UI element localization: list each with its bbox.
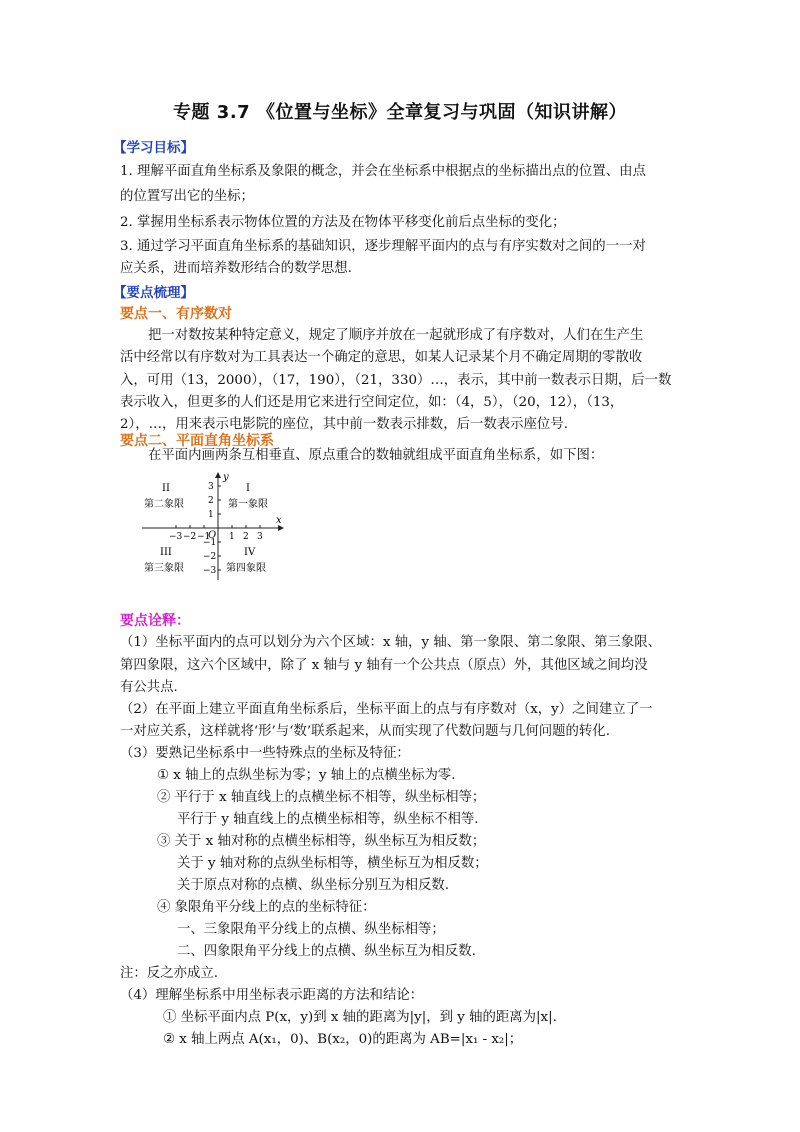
quadrant-1-roman: I bbox=[246, 483, 250, 494]
notes-heading: 要点诠释： bbox=[120, 613, 190, 629]
y-tick-label: 1 bbox=[208, 510, 214, 520]
x-tick-label: −2 bbox=[183, 532, 197, 542]
point1-line: 活中经常以有序数对为工具表达一个确定的意思，如某人记录某个月不确定周期的零散收 bbox=[120, 350, 643, 365]
point1-heading: 要点一、有序数对 bbox=[120, 306, 232, 322]
note-line: ④ 象限角平分线上的点的坐标特征： bbox=[157, 900, 376, 915]
origin-label: O bbox=[208, 530, 217, 541]
quadrant-3-roman: III bbox=[160, 547, 172, 558]
note-line: 注：反之亦成立. bbox=[120, 966, 218, 981]
note-line: 平行于 y 轴直线上的点横坐标相等，纵坐标不相等. bbox=[177, 812, 479, 827]
y-tick-label: 3 bbox=[208, 482, 214, 492]
note-line: 关于原点对称的点横、纵坐标分别互为相反数. bbox=[177, 878, 450, 893]
goal-line: 2. 掌握用坐标系表示物体位置的方法及在物体平移变化前后点坐标的变化； bbox=[120, 215, 566, 230]
goal-line: 的位置写出它的坐标； bbox=[120, 189, 254, 204]
note-line: 第四象限，这六个区域中，除了 x 轴与 y 轴有一个公共点（原点）外，其他区域之间均没 bbox=[120, 658, 648, 673]
y-tick-label: 2 bbox=[208, 496, 214, 506]
goal-line: 1. 理解平面直角坐标系及象限的概念，并会在坐标系中根据点的坐标描出点的位置、由点 bbox=[120, 164, 646, 179]
note-line: 关于 y 轴对称的点纵坐标相等，横坐标互为相反数； bbox=[177, 856, 488, 871]
y-tick-label: −1 bbox=[203, 538, 217, 548]
quadrant-2-label: 第二象限 bbox=[144, 499, 184, 510]
x-tick-label: 3 bbox=[257, 532, 263, 542]
note-line: 一对应关系，这样就将‘形’与‘数’联系起来，从而实现了代数问题与几何问题的转化. bbox=[120, 724, 610, 739]
quadrant-4-label: 第四象限 bbox=[226, 563, 266, 574]
y-axis-arrow bbox=[215, 472, 221, 478]
point1-line: 入，可用（13，2000），（17，190），（21，330）…，表示，其中前一数表示日期，后一数 bbox=[120, 373, 672, 388]
quadrant-1-label: 第一象限 bbox=[228, 499, 268, 510]
point2-heading: 要点二、平面直角坐标系 bbox=[120, 433, 274, 449]
goal-line: 3. 通过学习平面直角坐标系的基础知识，逐步理解平面内的点与有序实数对之间的一一对 bbox=[120, 239, 646, 254]
x-tick-label: 2 bbox=[243, 532, 249, 542]
x-axis-label: x bbox=[276, 515, 282, 526]
note-line: 一、三象限角平分线上的点横、纵坐标相等； bbox=[177, 922, 445, 937]
x-tick-label: 1 bbox=[229, 532, 235, 542]
note-line: （1）坐标平面内的点可以划分为六个区域：x 轴，y 轴、第一象限、第二象限、第三象限、 bbox=[120, 635, 661, 650]
page-title: 专题 3.7 《位置与坐标》全章复习与巩固（知识讲解） bbox=[173, 102, 627, 123]
point1-line: 把一对数按某种特定意义，规定了顺序并放在一起就形成了有序数对，人们在生产生 bbox=[148, 328, 644, 343]
coordinate-system-diagram bbox=[138, 470, 286, 586]
x-tick-label: −1 bbox=[197, 532, 211, 542]
note-line: ① 坐标平面内点 P(x，y)到 x 轴的距离为|y|，到 y 轴的距离为|x|. bbox=[163, 1010, 557, 1025]
section-header-goals: 【学习目标】 bbox=[113, 140, 194, 156]
goal-line: 应关系，进而培养数形结合的数学思想. bbox=[120, 261, 352, 276]
y-tick-label: −2 bbox=[203, 552, 217, 562]
note-line: （2）在平面上建立平面直角坐标系后，坐标平面上的点与有序数对（x，y）之间建立了一 bbox=[120, 702, 653, 717]
note-line: 二、四象限角平分线上的点横、纵坐标互为相反数. bbox=[177, 944, 476, 959]
point1-line: 表示收入，但更多的人们还是用它来进行空间定位，如：（4，5），（20，12），（13， bbox=[120, 395, 624, 410]
y-axis-label: y bbox=[223, 472, 229, 483]
note-line: ③ 关于 x 轴对称的点横坐标相等，纵坐标互为相反数； bbox=[157, 834, 486, 849]
y-tick-label: −3 bbox=[203, 566, 217, 576]
note-line: ② x 轴上两点 A(x₁，0)、B(x₂，0)的距离为 AB=|x₁ - x₂|； bbox=[163, 1032, 523, 1047]
section-header-points: 【要点梳理】 bbox=[113, 285, 194, 301]
note-line: （4）理解坐标系中用坐标表示距离的方法和结论： bbox=[120, 988, 424, 1003]
x-tick-label: −3 bbox=[169, 532, 183, 542]
note-line: 有公共点. bbox=[120, 680, 178, 695]
quadrant-4-roman: IV bbox=[244, 547, 256, 558]
note-line: ① x 轴上的点纵坐标为零；y 轴上的点横坐标为零. bbox=[157, 768, 456, 783]
quadrant-2-roman: II bbox=[162, 483, 170, 494]
quadrant-3-label: 第三象限 bbox=[144, 563, 184, 574]
point2-intro: 在平面内画两条互相垂直、原点重合的数轴就组成平面直角坐标系，如下图： bbox=[148, 448, 604, 463]
note-line: ② 平行于 x 轴直线上的点横坐标不相等，纵坐标相等； bbox=[157, 790, 486, 805]
note-line: （3）要熟记坐标系中一些特殊点的坐标及特征： bbox=[120, 746, 410, 761]
point1-line: 2），…，用来表示电影院的座位，其中前一数表示排数，后一数表示座位号. bbox=[120, 417, 568, 432]
